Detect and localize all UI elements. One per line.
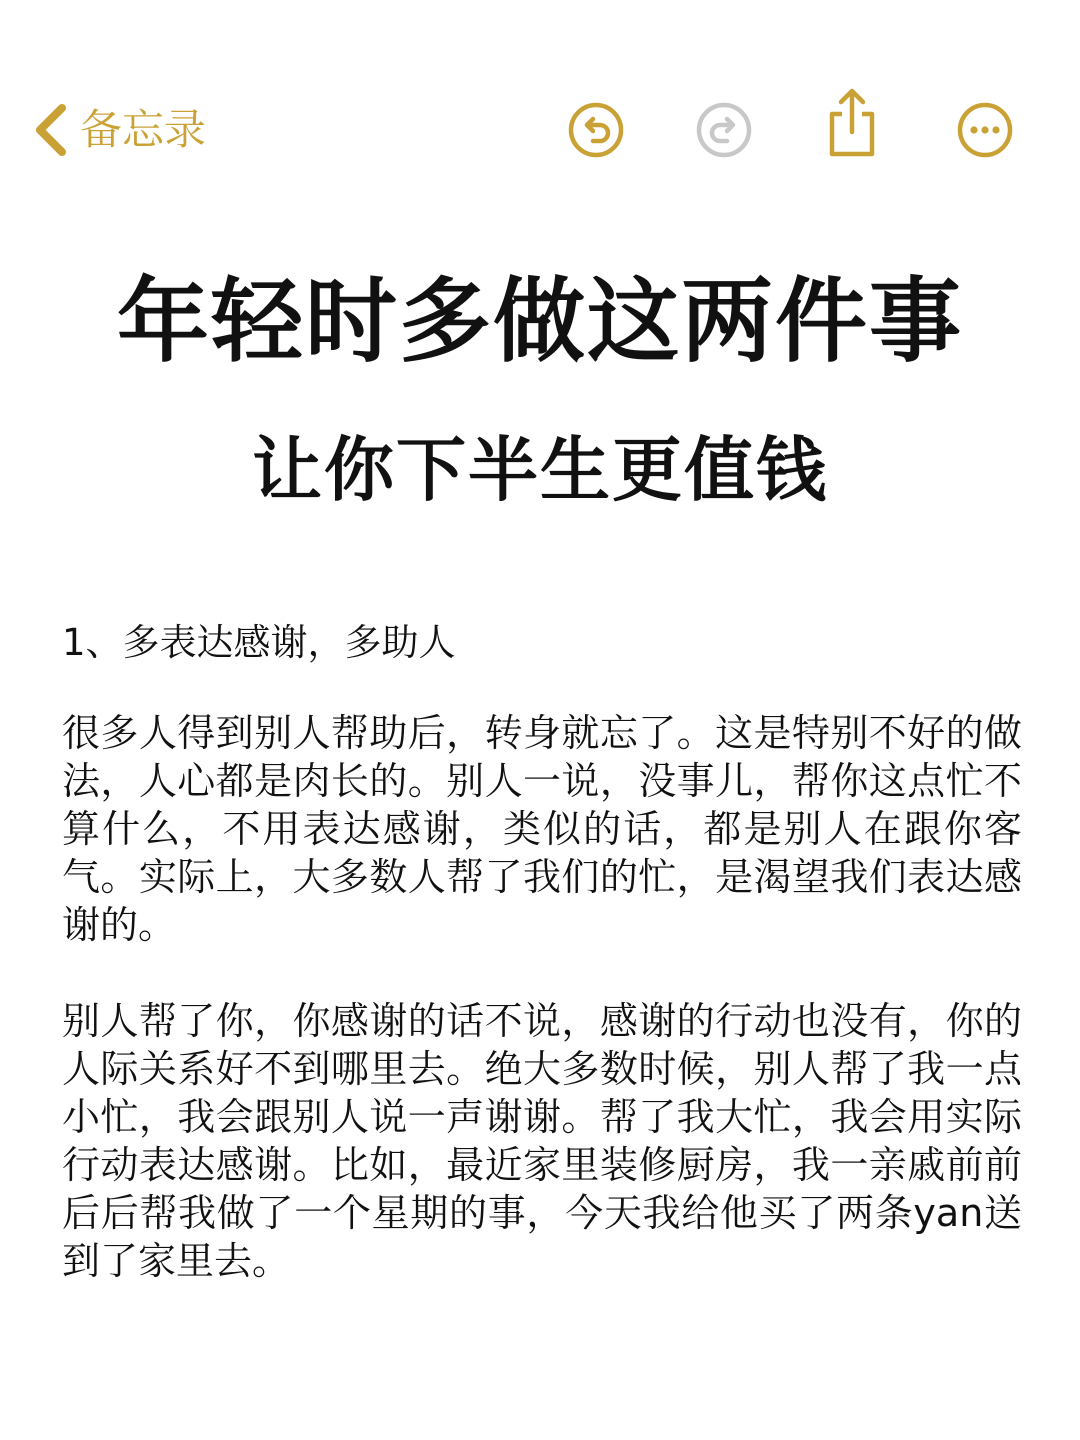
- undo-icon: [566, 100, 626, 160]
- share-icon: [822, 84, 882, 160]
- note-title: 年轻时多做这两件事: [116, 268, 963, 375]
- nav-bar: [0, 80, 1080, 180]
- redo-icon: [694, 100, 754, 160]
- paragraph-1: 很多人得到别人帮助后，转身就忘了。这是特别不好的做法，人心都是肉长的。别人一说，没事儿，帮你这点忙不算什么，不用表达感谢，类似的话，都是别人在跟你客气。实际上，大多数人帮了我们的忙，是渴望我们表达感谢的。: [62, 711, 1022, 947]
- back-label: 备忘录: [80, 105, 207, 154]
- section-heading: 1、多表达感谢，多助人: [62, 621, 456, 664]
- redo-button[interactable]: [690, 96, 758, 164]
- note-body[interactable]: [62, 615, 1022, 1333]
- back-button[interactable]: [30, 100, 206, 160]
- undo-button[interactable]: [562, 96, 630, 164]
- more-icon: [955, 100, 1015, 160]
- share-button[interactable]: [818, 82, 886, 162]
- chevron-left-icon: [30, 100, 74, 160]
- paragraph-2: 别人帮了你，你感谢的话不说，感谢的行动也没有，你的人际关系好不到哪里去。绝大多数时候，别人帮了我一点小忙，我会跟别人说一声谢谢。帮了我大忙，我会用实际行动表达感谢。比如，最近家里装修厨房，我一亲戚前前后后帮我做了一个星期的事，今天我给他买了两条yan送到了家里去。: [62, 999, 1022, 1283]
- more-button[interactable]: [951, 96, 1019, 164]
- note-subtitle: 让你下半生更值钱: [252, 429, 828, 511]
